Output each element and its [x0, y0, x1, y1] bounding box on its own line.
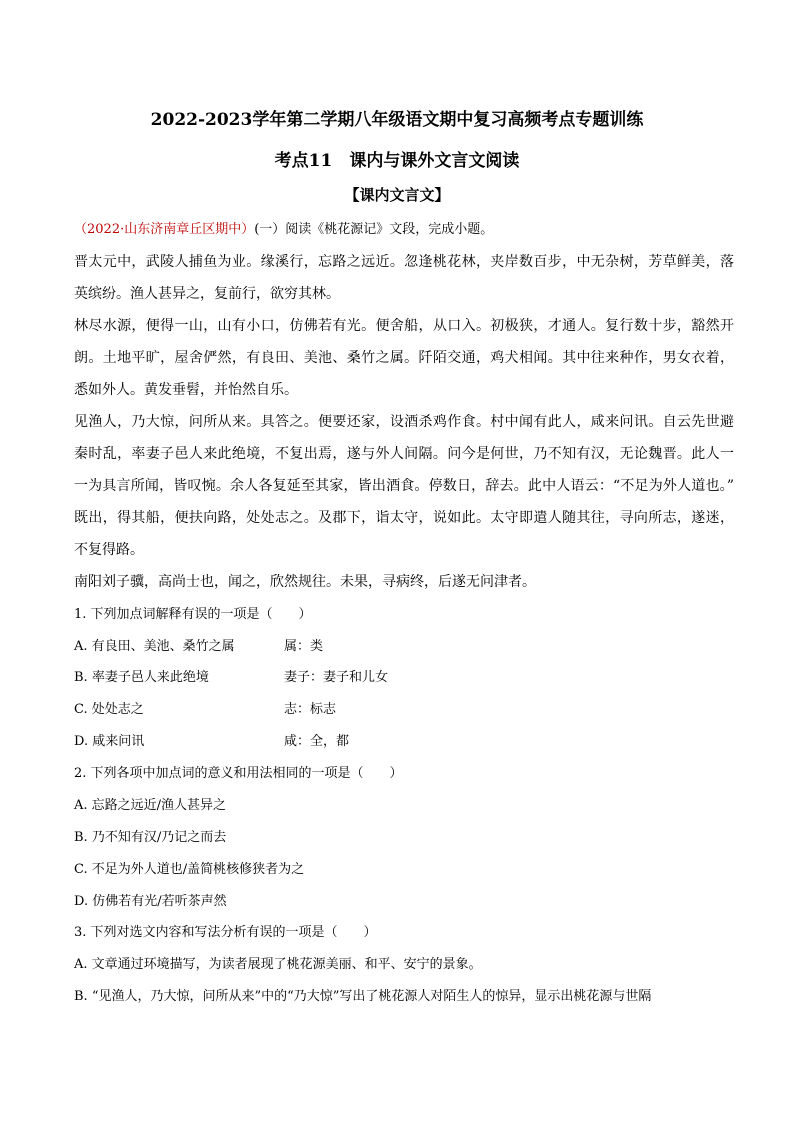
passage-line: 悉如外人。黄发垂髫，并怡然自乐。	[74, 382, 298, 398]
question-1-gloss-a: 属：类	[284, 639, 324, 654]
passage-line: 英缤纷。渔人甚异之，复前行，欲穷其林。	[74, 286, 340, 302]
question-2-option-a: A. 忘路之远近/渔人甚异之	[74, 798, 227, 813]
passage-instruction: (一）阅读《桃花源记》文段，完成小题。	[254, 222, 494, 237]
question-1-stem: 1. 下列加点词解释有误的一项是（ ）	[74, 607, 312, 622]
question-1-option-a: A. 有良田、美池、桑竹之属	[74, 639, 235, 654]
question-1-gloss-c: 志：标志	[284, 702, 337, 717]
question-1-option-c: C. 处处志之	[74, 702, 144, 717]
question-2-option-d: D. 仿佛若有光/若听茶声然	[74, 894, 227, 909]
question-3-option-a: A. 文章通过环境描写，为读者展现了桃花源美丽、和平、安宁的景象。	[74, 957, 482, 972]
question-1-option-d: D. 咸来问讯	[74, 734, 145, 749]
passage-intro	[74, 218, 493, 237]
source-citation: （2022·山东济南章丘区期中）	[74, 222, 255, 237]
passage-line: 林尽水源，便得一山，山有小口，仿佛若有光。便舍船，从口入。初极狭，才通人。复行数十步，豁然开	[74, 318, 734, 334]
passage-line: 南阳刘子骥，高尚士也，闻之，欣然规往。未果，寻病终，后遂无问津者。	[74, 574, 536, 590]
passage-line: 一为具言所闻，皆叹惋。余人各复延至其家，皆出酒食。停数日，辞去。此中人语云：“不足为外人道也。”	[74, 478, 734, 494]
question-3-option-b: B. “见渔人，乃大惊，问所从来”中的“乃大惊”写出了桃花源人对陌生人的惊异，显示出桃花源与世隔	[74, 989, 652, 1004]
passage-line: 不复得路。	[74, 542, 144, 558]
question-2-option-b: B. 乃不知有汉/乃记之而去	[74, 830, 227, 845]
passage-line: 晋太元中，武陵人捕鱼为业。缘溪行，忘路之远近。忽逢桃花林，夹岸数百步，中无杂树，芳草鲜美，落	[74, 254, 734, 270]
question-1-gloss-b: 妻子：妻子和儿女	[284, 670, 389, 685]
question-2-stem: 2. 下列各项中加点词的意义和用法相同的一项是（ ）	[74, 766, 403, 781]
document-subtitle: 考点11 课内与课外文言文阅读	[274, 151, 520, 171]
passage-line: 秦时乱，率妻子邑人来此绝境，不复出焉，遂与外人间隔。问今是何世，乃不知有汉，无论魏晋。此人一	[74, 446, 734, 462]
passage-line: 见渔人，乃大惊，问所从来。具答之。便要还家，设酒杀鸡作食。村中闻有此人，咸来问讯。自云先世避	[74, 414, 734, 430]
section-heading: 【课内文言文】	[344, 186, 450, 204]
passage-line: 既出，得其船，便扶向路，处处志之。及郡下，诣太守，说如此。太守即遣人随其往，寻向所志，遂迷，	[74, 510, 734, 526]
question-1-gloss-d: 咸：全，都	[284, 734, 350, 749]
question-3-stem: 3. 下列对选文内容和写法分析有误的一项是（ ）	[74, 925, 377, 940]
document-title: 2022-2023学年第二学期八年级语文期中复习高频考点专题训练	[150, 110, 644, 130]
passage-line: 朗。土地平旷，屋舍俨然，有良田、美池、桑竹之属。阡陌交通，鸡犬相闻。其中往来种作，男女衣着，	[74, 350, 734, 366]
question-1-option-b: B. 率妻子邑人来此绝境	[74, 670, 209, 685]
question-2-option-c: C. 不足为外人道也/盖简桃核修狭者为之	[74, 862, 305, 877]
